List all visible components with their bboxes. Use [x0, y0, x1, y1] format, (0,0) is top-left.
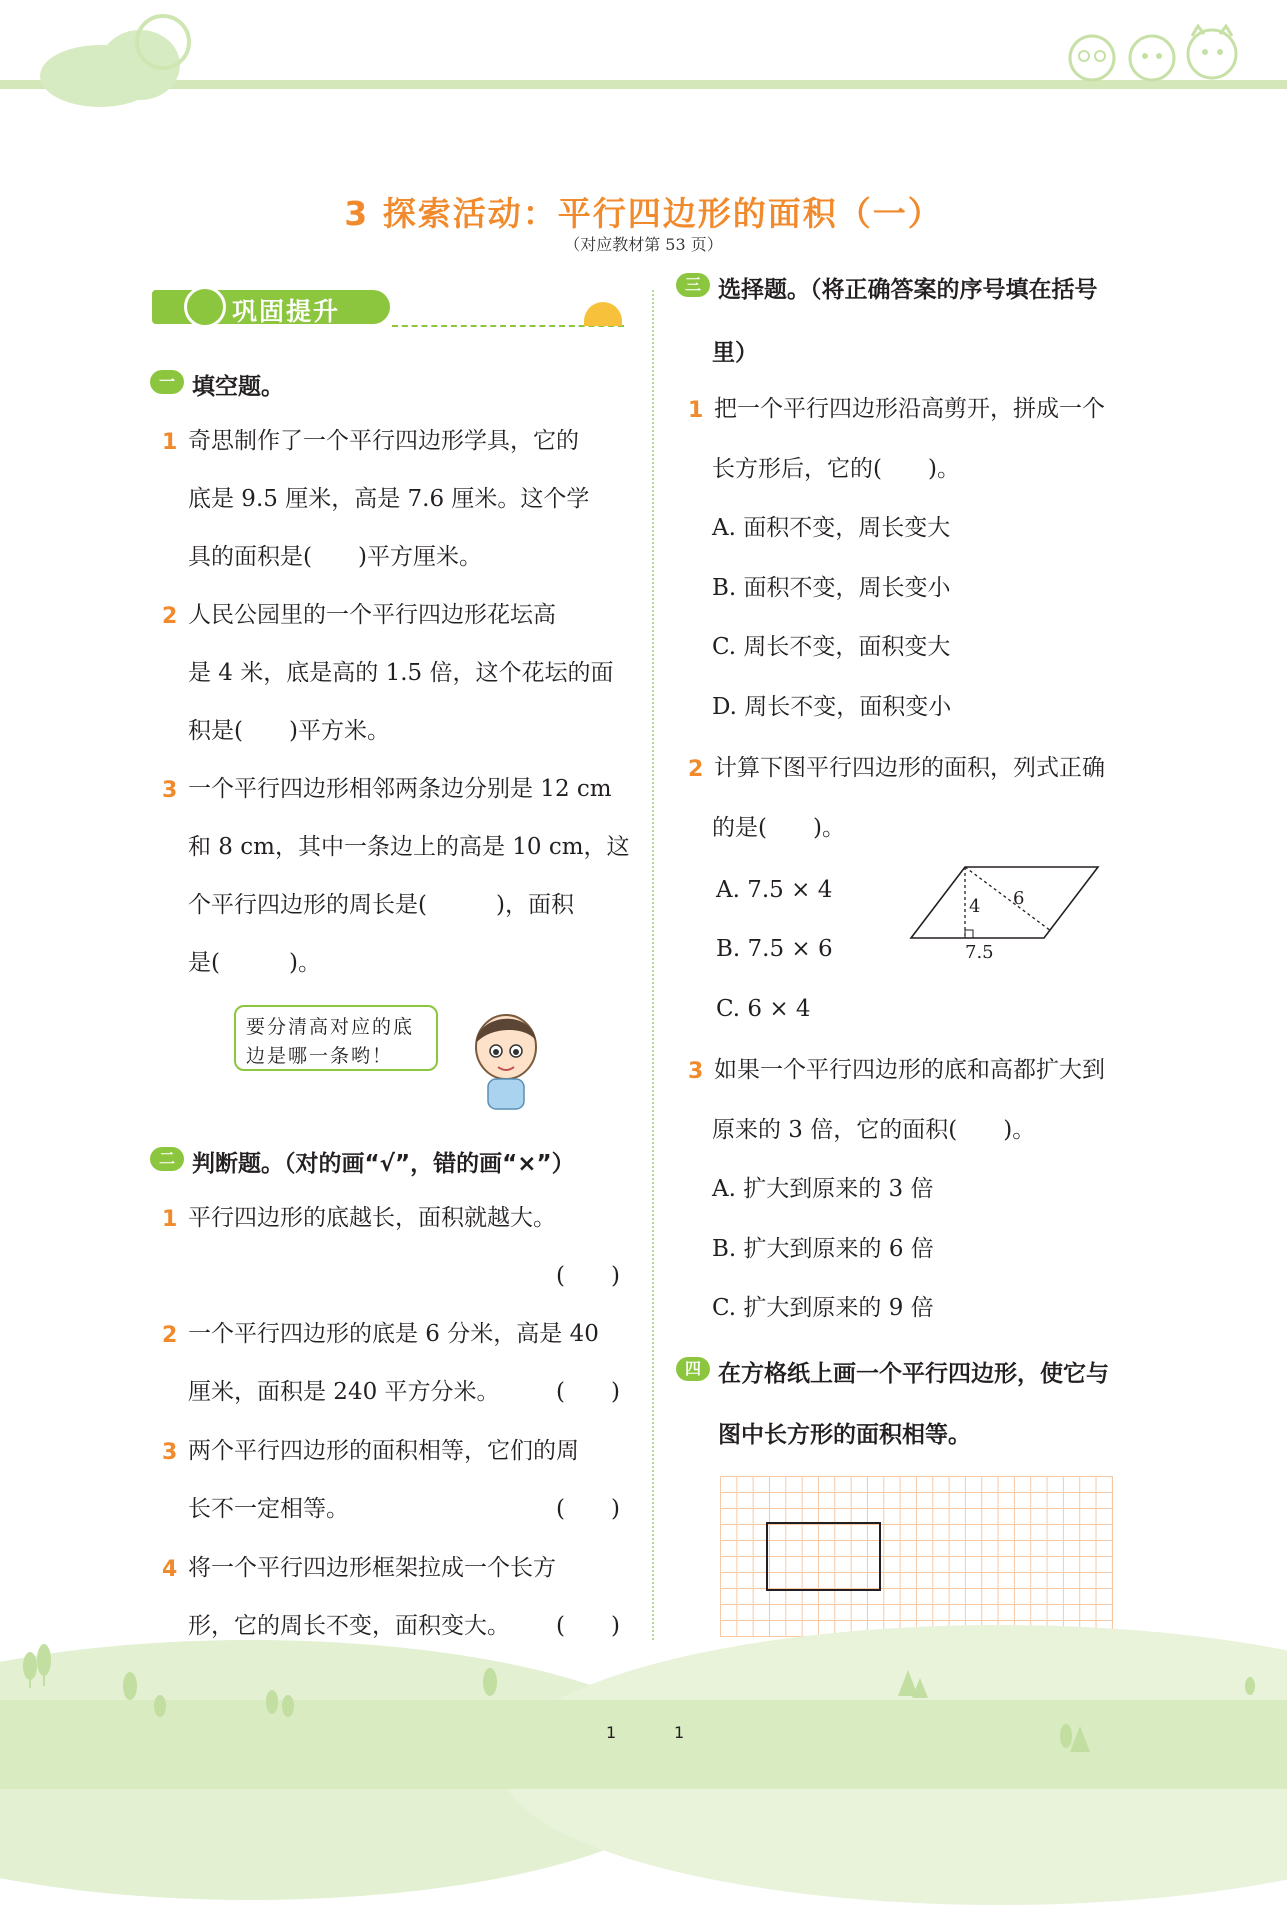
option: A. 7.5 × 4	[716, 877, 833, 903]
answer-blank[interactable]: ( )	[556, 1613, 620, 1639]
question-text: 平行四边形的底越长，面积就越大。	[188, 1205, 556, 1231]
tip-bubble: 要分清高对应的底边是哪一条哟！	[234, 1005, 438, 1071]
question-number: 1	[162, 430, 178, 455]
whale-icon	[184, 286, 226, 328]
section-title: 判断题。（对的画“√”，错的画“×”）	[192, 1151, 575, 1177]
question-text: 具的面积是( )平方厘米。	[188, 544, 482, 570]
question-text: 如果一个平行四边形的底和高都扩大到	[714, 1057, 1105, 1083]
page-subtitle: （对应教材第 53 页）	[564, 235, 723, 254]
page-title: 3 探索活动：平行四边形的面积（一）	[344, 194, 943, 233]
question-text: 把一个平行四边形沿高剪开，拼成一个	[714, 396, 1105, 422]
right-angle-mark	[965, 930, 973, 938]
reference-rectangle	[766, 1522, 881, 1591]
question-text: 计算下图平行四边形的面积，列式正确	[714, 755, 1105, 781]
parallelogram-figure	[905, 860, 1105, 965]
question-text: 两个平行四边形的面积相等，它们的周	[188, 1438, 579, 1464]
section-title: 选择题。（将正确答案的序号填在括号	[718, 277, 1098, 303]
question-text: 一个平行四边形的底是 6 分米，高是 40	[188, 1321, 599, 1347]
slant-label: 6	[1013, 888, 1025, 909]
height-label: 4	[969, 896, 981, 917]
question-text: 人民公园里的一个平行四边形花坛高	[188, 602, 556, 628]
section-badge: 三	[676, 273, 710, 297]
section-title: 在方格纸上画一个平行四边形，使它与	[718, 1361, 1109, 1387]
section-badge: 一	[150, 370, 184, 394]
option: B. 面积不变，周长变小	[712, 575, 951, 601]
question-text: 个平行四边形的周长是( )，面积	[188, 892, 574, 918]
question-text: 将一个平行四边形框架拉成一个长方	[188, 1555, 556, 1581]
question-number: 2	[162, 604, 178, 629]
option: C. 扩大到原来的 9 倍	[712, 1295, 934, 1321]
option: B. 扩大到原来的 6 倍	[712, 1236, 934, 1262]
animal-faces-decoration	[1060, 22, 1250, 84]
question-number: 3	[162, 778, 178, 803]
tree-decoration	[10, 1640, 1287, 1760]
section-badge: 二	[150, 1147, 184, 1171]
column-divider	[652, 290, 654, 1640]
base-label: 7.5	[965, 942, 994, 963]
question-number: 4	[162, 1557, 178, 1582]
option: D. 周长不变，面积变小	[712, 694, 952, 720]
question-number: 1	[162, 1207, 178, 1232]
question-number: 3	[162, 1440, 178, 1465]
question-number: 3	[688, 1059, 704, 1084]
question-text: 长方形后，它的( )。	[712, 456, 960, 482]
question-number: 1	[688, 398, 704, 423]
boy-character-icon	[462, 1005, 548, 1115]
option: A. 面积不变，周长变大	[712, 515, 951, 541]
option: B. 7.5 × 6	[716, 936, 833, 962]
question-number: 2	[162, 1323, 178, 1348]
page-number: 1	[674, 1723, 685, 1742]
section-title: 图中长方形的面积相等。	[718, 1422, 971, 1448]
question-text: 的是( )。	[712, 815, 845, 841]
answer-blank[interactable]: ( )	[556, 1379, 620, 1405]
option: C. 6 × 4	[716, 996, 811, 1022]
question-text: 形，它的周长不变，面积变大。	[188, 1613, 510, 1639]
question-text: 厘米，面积是 240 平方分米。	[188, 1379, 500, 1405]
question-text: 原来的 3 倍，它的面积( )。	[712, 1117, 1036, 1143]
question-text: 长不一定相等。	[188, 1496, 349, 1522]
question-text: 积是( )平方米。	[188, 718, 390, 744]
banner-label: 巩固提升	[232, 297, 341, 326]
option: A. 扩大到原来的 3 倍	[712, 1176, 934, 1202]
page-number: 1	[606, 1723, 617, 1742]
section-badge: 四	[676, 1357, 710, 1381]
sunset-icon	[584, 302, 622, 326]
question-text: 一个平行四边形相邻两条边分别是 12 cm	[188, 776, 612, 802]
question-text: 底是 9.5 厘米，高是 7.6 厘米。这个学	[188, 486, 590, 512]
parallelogram-shape	[911, 867, 1098, 938]
sun-icon	[135, 14, 191, 70]
answer-blank[interactable]: ( )	[556, 1496, 620, 1522]
section-title: 里）	[712, 340, 758, 366]
question-text: 是( )。	[188, 950, 321, 976]
option: C. 周长不变，面积变大	[712, 634, 951, 660]
question-text: 是 4 米，底是高的 1.5 倍，这个花坛的面	[188, 660, 614, 686]
answer-blank[interactable]: ( )	[556, 1263, 620, 1289]
question-number: 2	[688, 757, 704, 782]
question-text: 和 8 cm，其中一条边上的高是 10 cm，这	[188, 834, 630, 860]
question-text: 奇思制作了一个平行四边形学具，它的	[188, 428, 579, 454]
section-title: 填空题。	[192, 374, 284, 400]
